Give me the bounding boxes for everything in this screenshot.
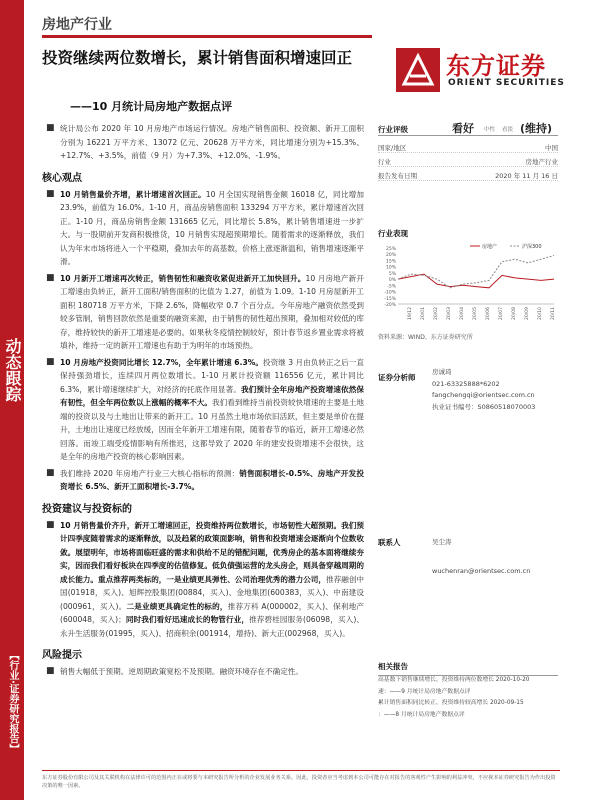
y-tick-label: 25%: [385, 247, 396, 252]
invest-point-highlight: 10 月销售量价齐升，新开工增速回正，投资维持两位数增长，市场韧性大超预期。我们预计四季度随着需求的逐渐释放，以及趋紧的政策面影响，销售和投资增速会逐渐向个位数收敛。展望明年，市场将面临旺盛的需求和供给不足的错配问题，优秀房企的基本面将继续夯实，因而我们看好板块在四季度的估值修复。低负债强运营的龙头房企，则具备穿越周期的成长能力。重点推荐两类标的，一是业绩更具弹性、公司治理优秀的潜力公司，: [60, 520, 364, 584]
info-key: 国家/地区: [378, 144, 407, 152]
risk-text: 销售大幅低于预期。逆周期政策宽松不及预期。融资环境存在不确定性。: [60, 667, 303, 676]
core-point-highlight: 10 月销售量价齐增，累计增速首次回正。: [60, 189, 206, 199]
related-reports-heading: 相关报告: [378, 661, 558, 676]
bullet-icon: ■: [46, 519, 55, 530]
rating-label: 行业评级: [378, 125, 408, 134]
legend-label: 沪深300: [522, 244, 542, 250]
analyst-cert: 执业证书编号：S0860518070003: [432, 402, 536, 411]
bullet-icon: ■: [46, 188, 55, 199]
core-point-text: 投资继 3 月由负转正之后一直保持强劲增长，连续四月两位数增长。1-10 月累计投资额 116556 亿元，累计同比 6.3%，累计增速继续扩大，对经济的托底作用显著。: [60, 357, 364, 394]
series-line-csi300: [398, 256, 554, 288]
bullet-icon: ■: [46, 666, 55, 676]
y-tick-label: 10%: [385, 265, 396, 271]
info-row: [378, 140, 558, 153]
contact-name: 吴尘涛: [432, 538, 452, 546]
intro-paragraph: [42, 122, 364, 163]
chart-source: 资料来源：WIND、东方证券研究所: [378, 334, 473, 341]
core-point-text-2: 我们看到维持当前投资较快增速的主要是土地端的投资以及与土地出让带来的新开工。10 月虽然土地市场依旧活跃，但主要是单价在提升，土地出让速度已经放缓，因而全年新开工增速有限，随着春节的临近，新开工增速必然回落。而竣工端受疫情影响有所推迟，这都导致了 2020 年的建安投资增速不会很快，这是全年的房地产投资的核心影响因素。: [60, 398, 365, 461]
core-views-heading: 核心观点: [42, 172, 82, 184]
core-point: [42, 272, 364, 353]
performance-heading: 行业表现: [378, 229, 408, 238]
x-tick-label: 20/11: [551, 307, 556, 320]
x-tick-label: 20/09: [525, 307, 530, 320]
related-report-item[interactable]: 累计销售面积同比转正，投资维持较高增长 2020-09-15: [378, 700, 524, 706]
core-point-highlight: 10 月新开工增速再次转正，销售韧性和融资收紧促进新开工加快回升。: [60, 273, 306, 283]
logo-name-cn: 东方证券: [446, 52, 546, 80]
invest-point-highlight-3: 同时我们看好迅速成长的物管行业，: [125, 615, 250, 624]
related-reports-list: [378, 675, 558, 721]
core-point-text: 我们维持 2020 年房地产行业三大核心指标的预测：: [60, 468, 240, 478]
invest-point-highlight-2: 二是业绩更具确定性的标的，: [126, 601, 228, 611]
main-content: [42, 122, 364, 682]
info-value: 2020 年 11 月 16 日: [495, 172, 558, 180]
info-row: [378, 154, 558, 167]
rating-level-neutral: 中性: [484, 127, 496, 133]
x-tick-label: 20/08: [512, 307, 517, 320]
x-tick-label: 20/07: [499, 307, 504, 320]
x-tick-label: 20/01: [421, 307, 426, 320]
x-tick-label: 20/05: [473, 307, 478, 320]
analyst-info: [432, 367, 572, 413]
bullet-icon: ■: [46, 356, 55, 367]
invest-point-text-2: 推荐万科 A(000002，买入)、保利地产(600048，买入)；: [60, 601, 365, 624]
core-point-highlight-2: 我们预计全年房地产投资增速依然保有韧性，但全年两位数以上涨幅的概率不大。: [60, 384, 364, 407]
related-report-item[interactable]: 速：——9 月统计局房地产数据点评: [378, 688, 471, 695]
sidebar-report-type: [0, 650, 24, 754]
core-point-text: 10 月全国实现销售金额 16018 亿，同比增加 23.9%，前值为 16.0%。1-10 月，商品房销售面积 133294 万平方米，累计增速首次回正。1-10 月，商品房销售金额 131665 亿元，同比增长 5.8%，累计销售增速进一步扩大。与一股期前开发商积极推货，10 月销售实现超预期增长。随着需求的逐渐释放，我们认为年末市场将进入一个平稳期，叠加去年的高基数，价格上涨逐渐温和，销售增速逐渐平滑。: [60, 189, 364, 266]
contact-label: 联系人: [378, 538, 401, 547]
bullet-icon: ■: [46, 467, 55, 478]
legend-label: 房地产: [482, 244, 498, 250]
sidebar-report-type-text: 【行业·证券研究报告】: [7, 650, 18, 754]
related-report-item[interactable]: 高基数下销售继续增长，投资维持两位数增长 2020-10-20: [378, 677, 530, 683]
info-value: 房地产行业: [525, 158, 558, 166]
info-value: 中国: [545, 144, 558, 152]
logo-mark-icon: [396, 48, 440, 92]
sidebar-section-label: [0, 338, 24, 402]
core-point: [42, 467, 364, 494]
contact-email[interactable]: wuchenran@orientsec.com.cn: [432, 567, 531, 575]
core-point-highlight-2: 销售面积增长-0.5%、房地产开发投资增长 6.5%、新开工面积增长-3.7%。: [60, 468, 365, 491]
footer-divider: [42, 770, 560, 771]
invest-point-text: 推荐融创中国(01918，买入)、旭辉控股集团(00884，买入)、金地集团(600383，买入)、中南建设(000961，买入)。: [60, 574, 365, 611]
x-tick-label: 20/02: [434, 307, 439, 320]
y-tick-label: 15%: [385, 259, 396, 265]
industry-category: 房地产行业: [42, 17, 112, 33]
y-tick-label: -5%: [387, 284, 396, 290]
performance-chart: [378, 240, 558, 330]
core-point: [42, 356, 364, 464]
info-row: [378, 168, 558, 181]
bullet-icon: ■: [46, 123, 55, 133]
x-tick-label: 19/12: [408, 307, 413, 320]
analyst-name: 房诚琦: [432, 368, 452, 376]
x-tick-label: 20/03: [447, 307, 452, 320]
logo-name-en: ORIENT SECURITIES: [448, 78, 565, 88]
y-tick-label: -15%: [384, 296, 396, 302]
y-tick-label: -10%: [384, 290, 396, 296]
sidebar: [0, 0, 24, 800]
core-point-highlight: 10 月房地产投资同比增长 12.7%，全年累计增速 6.3%。: [60, 357, 263, 367]
risk-point: [42, 665, 364, 679]
y-tick-label: -20%: [384, 303, 396, 308]
rating-level-negative: 看淡: [502, 127, 514, 133]
x-tick-label: 20/04: [460, 307, 465, 320]
header-divider: [42, 35, 372, 38]
intro-text: 统计局公布 2020 年 10 月房地产市场运行情况。房地产销售面积、投资额、新开工面积分别为 16221 万平方米、13072 亿元、20628 万平方米，同比增速分别为+15.3%、+12.7%、+3.5%，前值（9 月）为+7.3%、+12.0%、-1.9%。: [60, 124, 364, 160]
analyst-label: 证券分析师: [378, 373, 416, 382]
series-line-property: [398, 274, 554, 288]
footer-disclaimer: 东方证券股份有限公司及其关联机构在法律许可的范围内正在或将要与本研究报告所分析的企业发展业务关系。因此，投资者应当考虑到本公司可能存在对报告的客观性产生影响的利益冲突，不应视本证券研究报告为作出投资决策的唯一因素。: [42, 775, 556, 789]
core-point: [42, 188, 364, 269]
y-tick-label: 20%: [385, 253, 396, 259]
invest-heading: 投资建议与投资标的: [42, 503, 132, 515]
bullet-icon: ■: [46, 272, 55, 283]
sidebar-section-text: 动态跟踪: [3, 338, 22, 402]
core-point-text: 10 月房地产新开工增速由负转正，新开工面积/销售面积的比值为 1.27，前值为 1.09。1-10 月房屋新开工面积 180718 万平方米，下降 2.6%，降幅收窄 0.7 个百分点。今年房地产融资依然受到较多管制，销售回款依然是重要的融资来源，由于销售的韧性超出预期，叠加相对较低的库存，维持较快的新开工增速是必要的。如果秋冬疫情控制较好，预计春节返乡置业需求将被填补，维持一定的新开工增速也有助于为明年的市场预热。: [60, 273, 364, 350]
info-key: 行业: [378, 158, 391, 166]
analyst-email[interactable]: fangchengqi@orientsec.com.cn: [432, 391, 535, 399]
report-title: 投资继续两位数增长，累计销售面积增速回正: [42, 49, 353, 67]
report-subtitle: ——10 月统计局房地产数据点评: [70, 100, 233, 113]
y-tick-label: 0%: [388, 278, 396, 284]
invest-point-text-3: 推荐碧桂园服务(06098，买入)、永升生活服务(01995，买入)、招商积余(001914，增持)、新大正(002968，买入)。: [60, 615, 364, 638]
y-tick-label: 5%: [388, 271, 396, 277]
company-logo: [396, 44, 576, 104]
x-tick-label: 20/10: [538, 307, 543, 320]
risk-heading: 风险提示: [42, 650, 82, 661]
rating-row: [378, 120, 558, 136]
rating-value: 看好: [452, 122, 474, 135]
info-key: 报告发布日期: [378, 172, 417, 180]
analyst-phone: 021-63325888*6202: [432, 379, 500, 388]
related-report-item[interactable]: ：——8 月统计局房地产数据点评: [378, 711, 465, 718]
x-tick-label: 20/06: [486, 307, 491, 320]
invest-point: [42, 519, 364, 641]
rating-maintain: (维持): [520, 122, 553, 135]
